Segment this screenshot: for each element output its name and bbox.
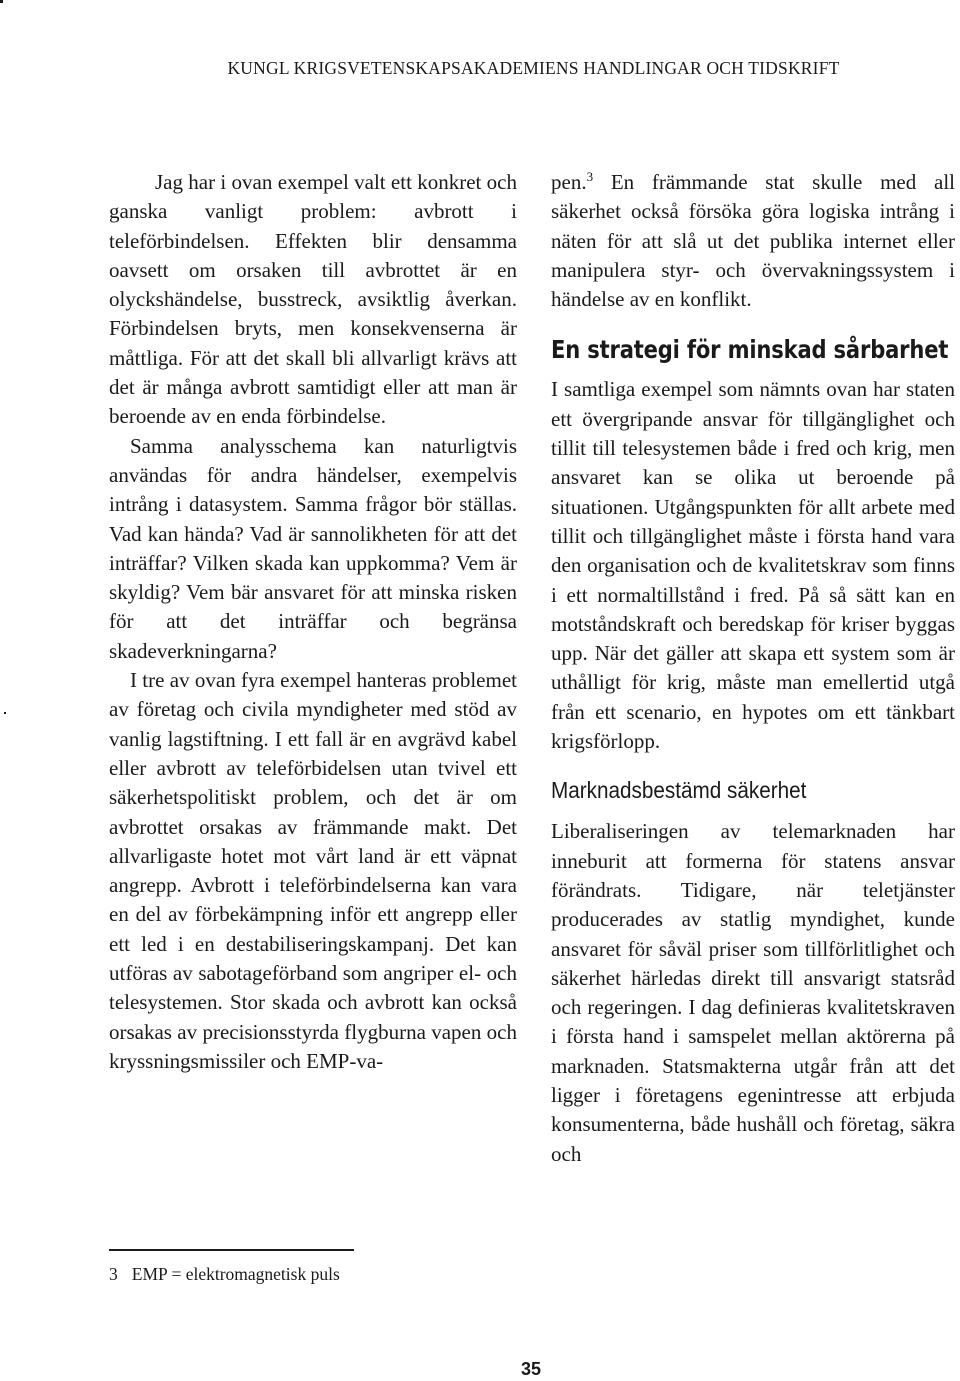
section-heading-market: Marknadsbestämd säkerhet <box>551 777 807 804</box>
footnote-rule <box>109 1249 354 1251</box>
body-paragraph: Liberaliseringen av telemarknaden har inneburit att formerna för statens ansvar förändrats. Tidigare, när teletjänster producerades av statlig myndighet, kunde ansvaret för såväl priser som tillförlitlighet och säkerhet härledas direkt till ansvarigt statsråd och regeringen. I dag definieras kvalitetskraven i första hand i samspelet mellan aktörerna på marknaden. Statsmakterna utgår från att det ligger i företagens egenintresse att erbjuda konsumenterna, både hushåll och företag, säkra och <box>551 819 955 1166</box>
page-number: 35 <box>521 1359 542 1379</box>
continuation-paragraph <box>551 168 955 314</box>
footnote-reference: 3 <box>586 169 594 184</box>
left-column <box>109 168 517 1076</box>
body-paragraph: Samma analysschema kan naturligtvis användas för andra händelser, exempelvis intrång i datasystem. Samma frågor bör ställas. Vad kan hända? Vad är sannolikheten för att det inträffar? Vilken skada kan uppkomma? Vem är skyldig? Vem bär ansvaret för att minska risken för att det inträffar och begränsa skadeverkningarna? <box>109 433 517 663</box>
section-heading-strategy: En strategi för minskad sårbarhet <box>551 335 949 365</box>
footnote <box>109 1263 340 1285</box>
continuation-rest: En främmande stat skulle med all säkerhet också försöka göra logiska intrång i näten för att slå ut det publika internet eller manipulera styr- och övervakningssystem i händelse av en konflikt. <box>551 170 955 312</box>
body-paragraph: I samtliga exempel som nämnts ovan har staten ett övergripande ansvar för tillgänglighet och tillit till telesystemen både i fred och krig, men ansvaret kan se olika ut beroende på situationen. Utgångspunkten för allt arbete med tillit och tillgänglighet måste i första hand vara den organisation och de kvalitetskrav som finns i ett normaltillstånd i fred. På så sätt kan en motståndskraft och beredskap för kriser byggas upp. När det gäller att skapa ett system som är uthålligt för krig, måste man emellertid utgå från ett scenario, en hypotes om ett tänkbart krigsförlopp. <box>551 377 955 754</box>
scan-corner-mark <box>0 0 3 3</box>
scan-side-mark <box>4 712 6 714</box>
body-paragraph: Jag har i ovan exempel valt ett konkret och ganska vanligt problem: avbrott i teleförbindelsen. Effekten blir densamma oavsett om orsaken till avbrottet är en olyckshändelse, busstreck, avsiktlig åverkan. Förbindelsen bryts, men konsekvenserna är måttliga. För att det skall bli allvarligt krävs att det är många avbrott samtidigt eller att man är beroende av en enda förbindelse. <box>109 170 517 429</box>
footnote-number: 3 <box>109 1264 118 1284</box>
running-header: KUNGL KRIGSVETENSKAPSAKADEMIENS HANDLINGAR OCH TIDSKRIFT <box>227 58 840 78</box>
right-column <box>551 168 955 1169</box>
footnote-text: EMP = elektromagnetisk puls <box>131 1264 340 1284</box>
body-paragraph: I tre av ovan fyra exempel hanteras problemet av företag och civila myndigheter med stöd av vanlig lagstiftning. I ett fall är en avgrävd kabel eller avbrott av teleförbidelsen utan tvivel ett säkerhetspolitiskt problem, och det är om avbrottet orsakas av främmande makt. Det allvarligaste hotet mot vårt land är ett väpnat angrepp. Avbrott i teleförbindelserna kan vara en del av förbekämpning inför ett angrepp eller ett led i en destabiliseringskampanj. Det kan utföras av sabotageförband som angriper el- och telesystemen. Stor skada och avbrott kan också orsakas av precisionsstyrda flygburna vapen och kryssningsmissiler och EMP-va- <box>109 668 517 1073</box>
continuation-start: pen. <box>551 170 587 194</box>
